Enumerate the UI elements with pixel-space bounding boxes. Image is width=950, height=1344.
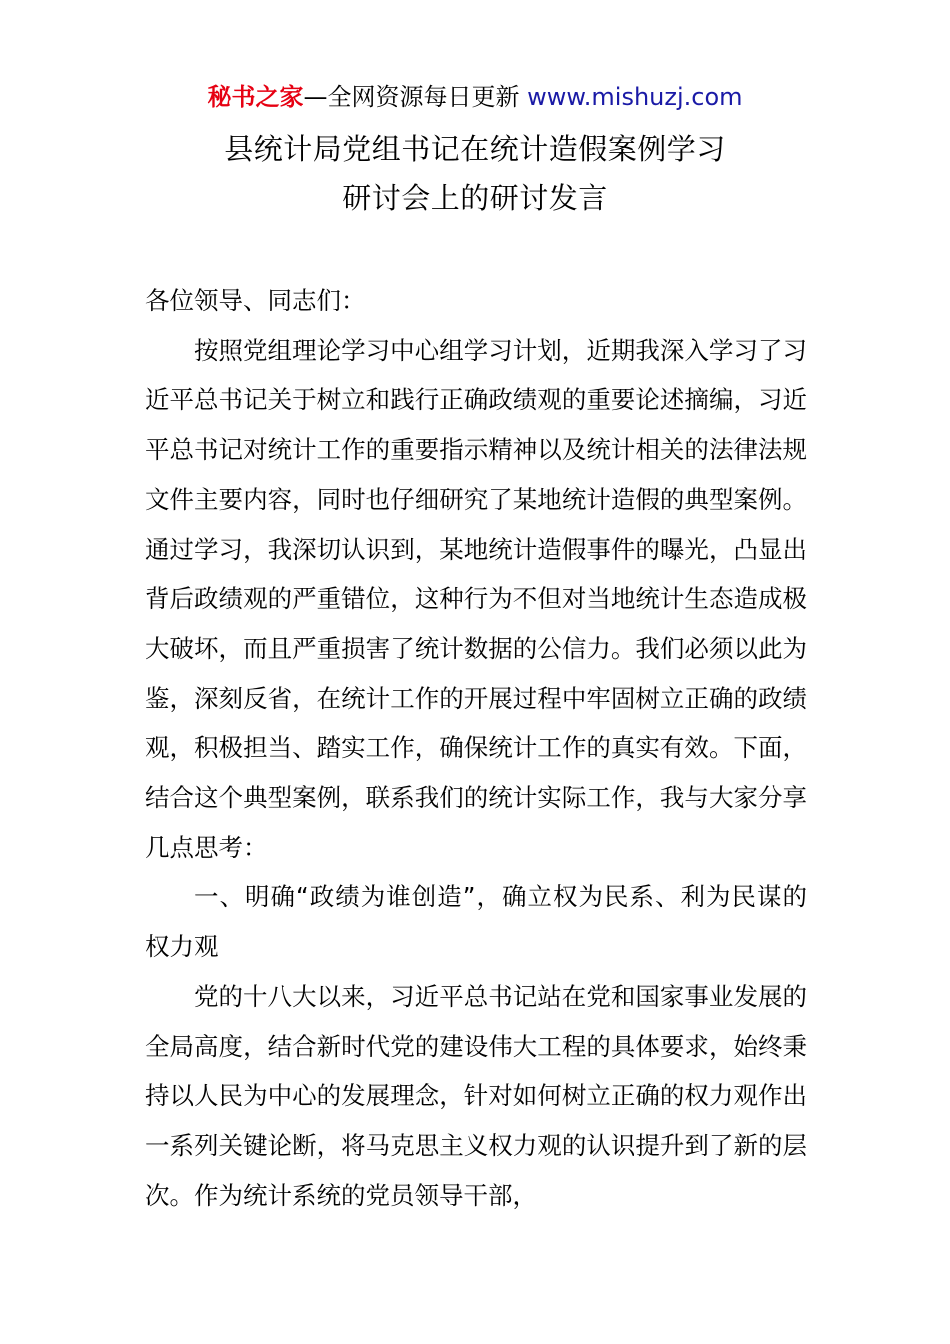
paragraph-intro: 按照党组理论学习中心组学习计划，近期我深入学习了习近平总书记关于树立和践行正确政绩观的重要论述摘编，习近平总书记对统计工作的重要指示精神以及统计相关的法律法规文件主要内容，同时也仔细研究了某地统计造假的典型案例。通过学习，我深切认识到，某地统计造假事件的曝光，凸显出背后政绩观的严重错位，这种行为不但对当地统计生态造成极大破坏，而且严重损害了统计数据的公信力。我们必须以此为鉴，深刻反省，在统计工作的开展过程中牢固树立正确的政绩观，积极担当、踏实工作，确保统计工作的真实有效。下面，结合这个典型案例，联系我们的统计实际工作，我与大家分享几点思考： bbox=[145, 335, 807, 862]
document-title-line-2: 研讨会上的研讨发言 bbox=[342, 181, 608, 215]
document-body bbox=[145, 276, 807, 1220]
document-title-line-1: 县统计局党组书记在统计造假案例学习 bbox=[224, 132, 726, 166]
salutation: 各位领导、同志们： bbox=[145, 286, 366, 315]
site-url-link[interactable]: www.mishuzj.com bbox=[527, 83, 743, 111]
section-heading-1: 一、明确“政绩为谁创造”，确立权为民系、利为民谋的权力观 bbox=[145, 882, 807, 962]
brand-name: 秘书之家 bbox=[207, 83, 304, 111]
header-tagline: —全网资源每日更新 bbox=[303, 83, 528, 111]
paragraph-section-1: 党的十八大以来，习近平总书记站在党和国家事业发展的全局高度，结合新时代党的建设伟大工程的具体要求，始终秉持以人民为中心的发展理念，针对如何树立正确的权力观作出一系列关键论断，将马克思主义权力观的认识提升到了新的层次。作为统计系统的党员领导干部， bbox=[145, 981, 807, 1210]
site-header bbox=[0, 80, 950, 114]
